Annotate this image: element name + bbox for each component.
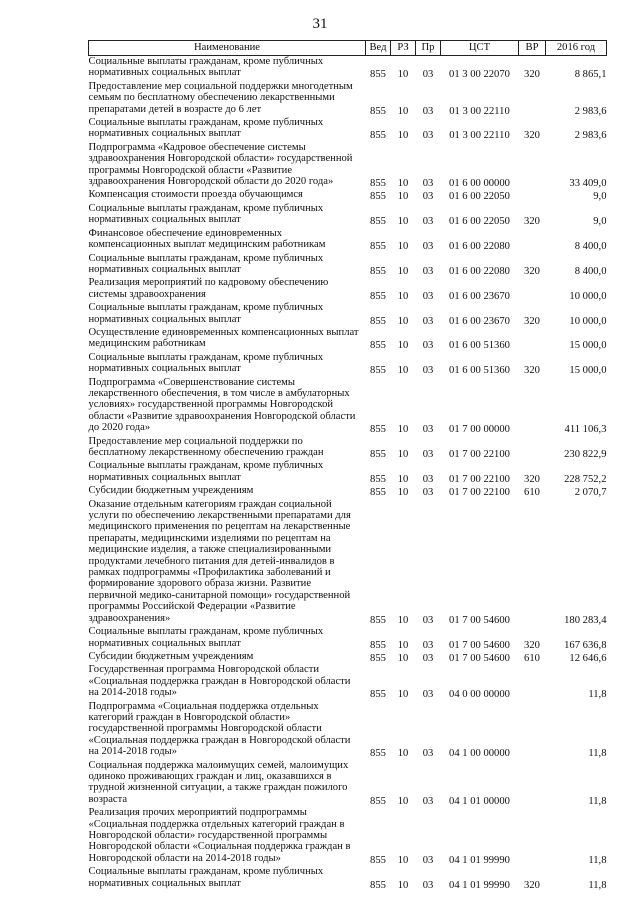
cell-vr bbox=[519, 436, 546, 461]
cell-cst: 01 6 00 22050 bbox=[449, 191, 510, 203]
table-row bbox=[89, 56, 607, 81]
cell-ved: 855 bbox=[370, 241, 386, 253]
cell-cst: 01 6 00 22080 bbox=[449, 265, 510, 277]
table-row bbox=[89, 760, 607, 808]
cell-name: Социальная поддержка малоимущих семей, малоимущих одиноко проживающих граждан и лиц, оказавшихся в трудной жизненной ситуации, а также граждан пожилого возраста bbox=[88, 759, 349, 805]
cell-name: Оказание отдельным категориям граждан социальной услуги по обеспечению лекарственными препаратами для медицинского применения по рецептам на лекарственные препараты, медицинскими изделиями по рецептам на медицинские изделия, а также специализированными продуктами лечебного питания для детей-инвалидов в рамках подпрограммы «Профилактика заболеваний и формирование здорового образа жизни. Развитие первичной медико-санитарной помощи» государственной программы Российской Федерации «Развитие здравоохранения» bbox=[88, 498, 351, 624]
cell-rz: 10 bbox=[397, 473, 409, 485]
cell-pr: 03 bbox=[422, 105, 434, 117]
cell-rz: 10 bbox=[397, 879, 409, 891]
cell-ved: 855 bbox=[370, 265, 386, 277]
cell-name: Социальные выплаты гражданам, кроме публичных нормативных социальных выплат bbox=[88, 117, 324, 140]
budget-table bbox=[88, 40, 607, 891]
cell-name: Социальные выплаты гражданам, кроме публичных нормативных социальных выплат bbox=[88, 56, 324, 79]
cell-cst: 01 6 00 23670 bbox=[449, 315, 510, 327]
table-row bbox=[89, 807, 607, 866]
cell-vr: 320 bbox=[524, 639, 540, 651]
cell-name: Подпрограмма «Кадровое обеспечение системы здравоохранения Новгородской области» государственной программы Новгородской области «Развитие здравоохранения Новгородской области до 2020 года» bbox=[88, 141, 353, 188]
cell-vr bbox=[519, 189, 546, 202]
cell-vr: 320 bbox=[524, 879, 540, 891]
cell-vr: 320 bbox=[524, 216, 540, 228]
cell-ved: 855 bbox=[370, 315, 386, 327]
cell-vr bbox=[519, 807, 546, 866]
cell-sum: 230 822,9 bbox=[564, 449, 607, 460]
cell-sum: 228 752,2 bbox=[564, 473, 607, 485]
cell-vr bbox=[519, 760, 546, 808]
cell-rz: 10 bbox=[397, 178, 409, 190]
cell-sum: 15 000,0 bbox=[569, 340, 607, 352]
table-row bbox=[89, 485, 607, 498]
table-row bbox=[89, 277, 607, 302]
cell-pr: 03 bbox=[422, 854, 434, 866]
table-row bbox=[89, 701, 607, 760]
cell-pr: 03 bbox=[422, 191, 434, 203]
cell-pr: 03 bbox=[422, 748, 434, 760]
cell-pr: 03 bbox=[422, 473, 434, 485]
cell-ved: 855 bbox=[370, 424, 386, 436]
cell-ved: 855 bbox=[370, 748, 386, 760]
cell-rz: 10 bbox=[397, 191, 409, 203]
cell-name: Реализация мероприятий по кадровому обеспечению системы здравоохранения bbox=[88, 277, 329, 300]
cell-rz: 10 bbox=[397, 241, 409, 253]
cell-rz: 10 bbox=[397, 340, 409, 352]
cell-vr bbox=[519, 701, 546, 760]
cell-cst: 01 7 00 22100 bbox=[449, 449, 510, 460]
header-name: Наименование bbox=[89, 41, 366, 56]
table-header-row bbox=[89, 41, 607, 56]
cell-ved: 855 bbox=[370, 639, 386, 651]
cell-ved: 855 bbox=[370, 449, 386, 460]
cell-vr bbox=[519, 81, 546, 117]
cell-pr: 03 bbox=[422, 130, 434, 142]
cell-ved: 855 bbox=[370, 854, 386, 866]
cell-sum: 180 283,4 bbox=[564, 614, 607, 626]
cell-sum: 2 983,6 bbox=[574, 105, 607, 117]
cell-vr: 320 bbox=[524, 473, 540, 485]
cell-name: Социальные выплаты гражданам, кроме публичных нормативных социальных выплат bbox=[88, 460, 324, 483]
cell-cst: 01 3 00 22110 bbox=[449, 105, 510, 117]
cell-pr: 03 bbox=[422, 614, 434, 626]
cell-pr: 03 bbox=[422, 795, 434, 807]
cell-cst: 01 3 00 22070 bbox=[449, 69, 510, 81]
cell-cst: 01 7 00 22100 bbox=[449, 473, 510, 485]
header-rz: РЗ bbox=[391, 41, 416, 56]
header-vr: ВР bbox=[519, 41, 546, 56]
cell-cst: 01 7 00 22100 bbox=[449, 487, 510, 499]
cell-sum: 11,8 bbox=[588, 795, 607, 807]
cell-name: Финансовое обеспечение единовременных компенсационных выплат медицинским работникам bbox=[88, 227, 326, 251]
cell-rz: 10 bbox=[397, 854, 409, 866]
header-pr: Пр bbox=[416, 41, 441, 56]
table-row bbox=[89, 203, 607, 228]
cell-sum: 33 409,0 bbox=[569, 178, 607, 190]
cell-name: Социальные выплаты гражданам, кроме публичных нормативных социальных выплат bbox=[88, 626, 324, 649]
table-row bbox=[89, 228, 607, 253]
cell-ved: 855 bbox=[370, 290, 386, 302]
cell-pr: 03 bbox=[422, 652, 434, 664]
cell-vr bbox=[519, 377, 546, 436]
table-row bbox=[89, 866, 607, 891]
cell-name: Социальные выплаты гражданам, кроме публичных нормативных социальных выплат bbox=[88, 252, 324, 275]
cell-ved: 855 bbox=[370, 69, 386, 81]
table-row bbox=[89, 460, 607, 485]
cell-rz: 10 bbox=[397, 265, 409, 277]
cell-ved: 855 bbox=[370, 130, 386, 142]
cell-cst: 01 6 00 22080 bbox=[449, 241, 510, 253]
cell-cst: 01 7 00 54600 bbox=[449, 652, 510, 664]
cell-rz: 10 bbox=[397, 69, 409, 81]
cell-cst: 04 1 01 99990 bbox=[449, 879, 510, 891]
cell-rz: 10 bbox=[397, 105, 409, 117]
cell-vr bbox=[519, 499, 546, 626]
table-row bbox=[89, 142, 607, 190]
cell-rz: 10 bbox=[397, 290, 409, 302]
cell-vr bbox=[519, 142, 546, 190]
table-row bbox=[89, 664, 607, 700]
table-row bbox=[89, 626, 607, 651]
cell-vr bbox=[519, 664, 546, 700]
table-body bbox=[89, 56, 607, 892]
cell-pr: 03 bbox=[422, 315, 434, 327]
cell-sum: 11,8 bbox=[588, 854, 607, 866]
cell-cst: 01 7 00 00000 bbox=[449, 424, 510, 436]
cell-rz: 10 bbox=[397, 748, 409, 760]
cell-vr: 610 bbox=[524, 652, 540, 664]
cell-pr: 03 bbox=[422, 216, 434, 228]
cell-pr: 03 bbox=[422, 340, 434, 352]
cell-ved: 855 bbox=[370, 795, 386, 807]
cell-rz: 10 bbox=[397, 614, 409, 626]
cell-pr: 03 bbox=[422, 487, 434, 499]
cell-pr: 03 bbox=[422, 689, 434, 701]
table-row bbox=[89, 327, 607, 352]
cell-name: Реализация прочих мероприятий подпрограммы «Социальная поддержка отдельных категорий граждан в Новгородской области» государственной программы Новгородской области «Социальная поддержка граждан в Новгородской области на 2014-2018 годы» bbox=[88, 807, 351, 864]
cell-name: Подпрограмма «Совершенствование системы лекарственного обеспечения, в том числе в амбулаторных условиях» государственной программы Новгородской области «Развитие здравоохранения Новгородской области до 2020 года» bbox=[88, 376, 356, 434]
cell-rz: 10 bbox=[397, 639, 409, 651]
cell-rz: 10 bbox=[397, 689, 409, 701]
cell-rz: 10 bbox=[397, 315, 409, 327]
cell-vr: 320 bbox=[524, 265, 540, 277]
cell-vr: 320 bbox=[524, 315, 540, 327]
cell-vr: 320 bbox=[524, 130, 540, 142]
page-number: 31 bbox=[312, 16, 328, 32]
cell-name: Осуществление единовременных компенсационных выплат медицинским работникам bbox=[88, 326, 359, 350]
cell-pr: 03 bbox=[422, 265, 434, 277]
cell-sum: 10 000,0 bbox=[569, 290, 607, 302]
cell-ved: 855 bbox=[370, 614, 386, 626]
cell-vr: 610 bbox=[524, 487, 540, 499]
cell-ved: 855 bbox=[370, 340, 386, 352]
cell-cst: 01 6 00 51360 bbox=[449, 365, 510, 377]
cell-rz: 10 bbox=[397, 130, 409, 142]
cell-name: Предоставление мер социальной поддержки многодетным семьям по бесплатному обеспечению лекарственными препаратами детей в возрасте до 6 лет bbox=[88, 80, 353, 115]
header-ved: Вед bbox=[366, 41, 391, 56]
cell-rz: 10 bbox=[397, 424, 409, 436]
cell-sum: 411 106,3 bbox=[564, 424, 607, 436]
cell-ved: 855 bbox=[370, 652, 386, 664]
cell-sum: 11,8 bbox=[588, 748, 607, 760]
cell-sum: 9,0 bbox=[593, 216, 607, 228]
cell-ved: 855 bbox=[370, 178, 386, 190]
cell-rz: 10 bbox=[397, 652, 409, 664]
cell-pr: 03 bbox=[422, 424, 434, 436]
table-row bbox=[89, 377, 607, 436]
header-sum: 2016 год bbox=[546, 41, 607, 56]
cell-rz: 10 bbox=[397, 487, 409, 499]
cell-sum: 8 400,0 bbox=[574, 265, 607, 277]
cell-cst: 04 1 01 00000 bbox=[449, 795, 510, 807]
cell-cst: 01 7 00 54600 bbox=[449, 614, 510, 626]
header-cst: ЦСТ bbox=[441, 41, 519, 56]
cell-sum: 2 070,7 bbox=[574, 487, 607, 499]
cell-sum: 8 865,1 bbox=[574, 69, 607, 81]
cell-name: Субсидии бюджетным учреждениям bbox=[88, 485, 254, 497]
cell-pr: 03 bbox=[422, 365, 434, 377]
cell-name: Субсидии бюджетным учреждениям bbox=[88, 650, 254, 662]
table-row bbox=[89, 352, 607, 377]
cell-ved: 855 bbox=[370, 689, 386, 701]
cell-name: Социальные выплаты гражданам, кроме публичных нормативных социальных выплат bbox=[88, 866, 324, 889]
cell-vr: 320 bbox=[524, 365, 540, 377]
table-row bbox=[89, 302, 607, 327]
cell-rz: 10 bbox=[397, 365, 409, 377]
cell-vr bbox=[519, 228, 546, 253]
table-row bbox=[89, 189, 607, 202]
table-row bbox=[89, 81, 607, 117]
cell-cst: 04 1 00 00000 bbox=[449, 748, 510, 760]
cell-name: Предоставление мер социальной поддержки по бесплатному лекарственному обеспечению граждан bbox=[88, 435, 324, 458]
cell-cst: 04 1 01 99990 bbox=[449, 854, 510, 866]
table-row bbox=[89, 253, 607, 278]
cell-name: Социальные выплаты гражданам, кроме публичных нормативных социальных выплат bbox=[88, 202, 324, 226]
cell-cst: 04 0 00 00000 bbox=[449, 689, 510, 701]
cell-sum: 167 636,8 bbox=[564, 639, 607, 651]
cell-sum: 15 000,0 bbox=[569, 365, 607, 377]
cell-pr: 03 bbox=[422, 290, 434, 302]
cell-vr bbox=[519, 277, 546, 302]
cell-sum: 12 646,6 bbox=[569, 652, 607, 664]
cell-ved: 855 bbox=[370, 487, 386, 499]
table-row bbox=[89, 651, 607, 664]
cell-name: Государственная программа Новгородской области «Социальная поддержка граждан в Новгородской области на 2014-2018 годы» bbox=[88, 664, 351, 699]
cell-sum: 11,8 bbox=[588, 879, 607, 891]
cell-vr: 320 bbox=[524, 69, 540, 81]
cell-name: Социальные выплаты гражданам, кроме публичных нормативных социальных выплат bbox=[88, 302, 324, 325]
cell-sum: 11,8 bbox=[588, 689, 607, 701]
cell-cst: 01 6 00 23670 bbox=[449, 290, 510, 302]
cell-cst: 01 3 00 22110 bbox=[449, 130, 510, 142]
cell-name: Подпрограмма «Социальная поддержка отдельных категорий граждан в Новгородской области» государственной программы Новгородской области «Социальная поддержка граждан в Новгородской области на 2014-2018 годы» bbox=[88, 700, 351, 758]
cell-rz: 10 bbox=[397, 449, 409, 460]
cell-cst: 01 7 00 54600 bbox=[449, 639, 510, 651]
cell-pr: 03 bbox=[422, 449, 434, 460]
cell-sum: 2 983,6 bbox=[574, 130, 607, 142]
cell-sum: 10 000,0 bbox=[569, 315, 607, 327]
cell-cst: 01 6 00 22050 bbox=[449, 216, 510, 228]
cell-ved: 855 bbox=[370, 879, 386, 891]
cell-rz: 10 bbox=[397, 795, 409, 807]
cell-ved: 855 bbox=[370, 191, 386, 203]
cell-vr bbox=[519, 327, 546, 352]
cell-pr: 03 bbox=[422, 178, 434, 190]
cell-sum: 8 400,0 bbox=[574, 241, 607, 253]
cell-rz: 10 bbox=[397, 216, 409, 228]
cell-cst: 01 6 00 00000 bbox=[449, 178, 510, 190]
table-row bbox=[89, 499, 607, 626]
cell-pr: 03 bbox=[422, 69, 434, 81]
cell-ved: 855 bbox=[370, 473, 386, 485]
cell-ved: 855 bbox=[370, 105, 386, 117]
cell-sum: 9,0 bbox=[593, 191, 607, 203]
cell-name: Компенсация стоимости проезда обучающимся bbox=[88, 189, 303, 201]
cell-name: Социальные выплаты гражданам, кроме публичных нормативных социальных выплат bbox=[88, 351, 324, 375]
cell-ved: 855 bbox=[370, 216, 386, 228]
cell-pr: 03 bbox=[422, 639, 434, 651]
cell-pr: 03 bbox=[422, 241, 434, 253]
cell-cst: 01 6 00 51360 bbox=[449, 340, 510, 352]
table-row bbox=[89, 117, 607, 142]
cell-ved: 855 bbox=[370, 365, 386, 377]
table-row bbox=[89, 436, 607, 461]
cell-pr: 03 bbox=[422, 879, 434, 891]
